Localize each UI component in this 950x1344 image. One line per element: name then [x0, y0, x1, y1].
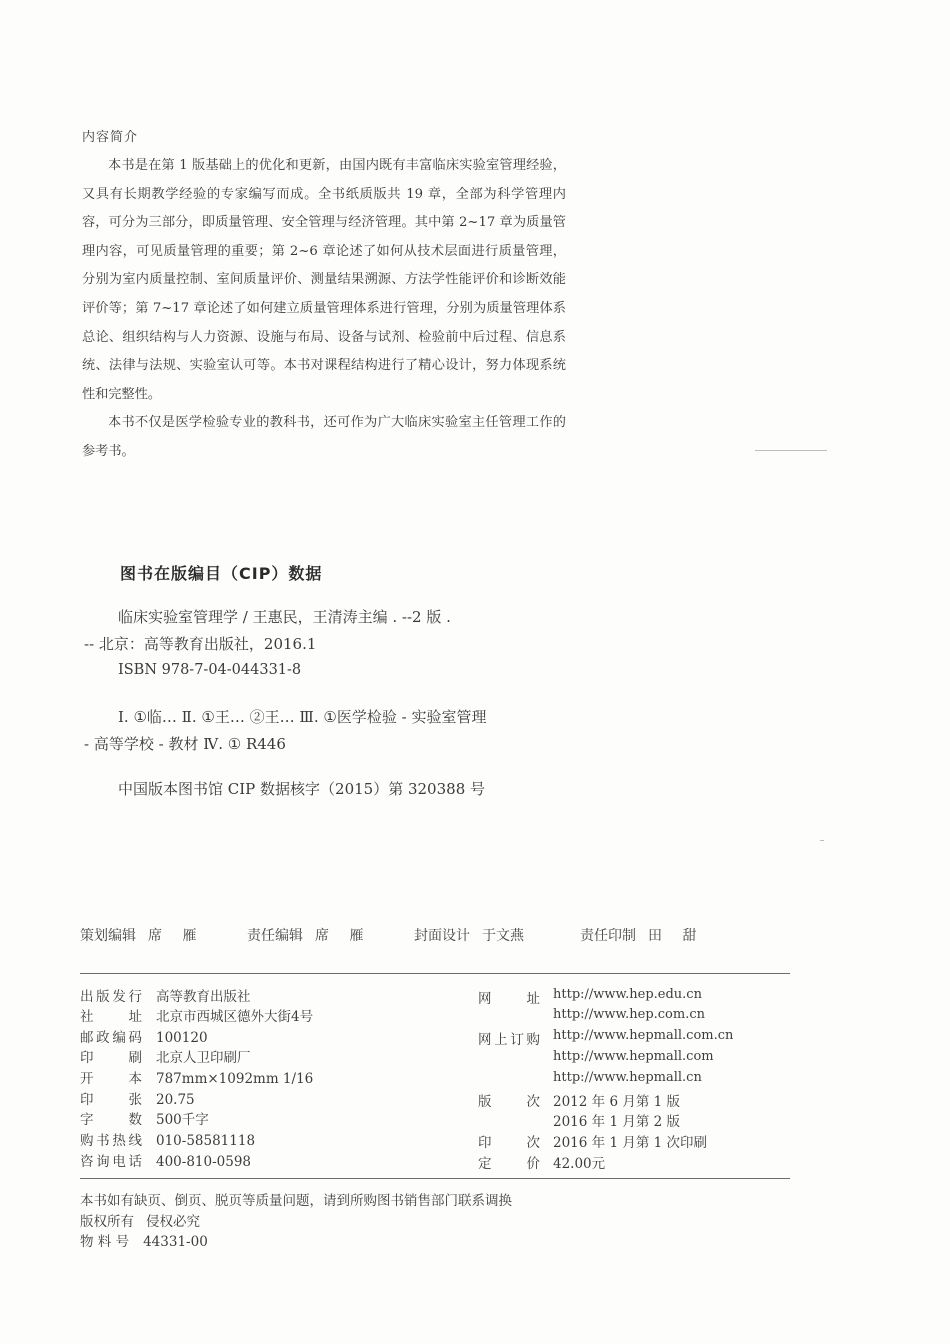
staff-label: 责任编辑	[247, 928, 303, 944]
staff-value: 席 雁	[148, 928, 205, 944]
online-order-url[interactable]: http://www.hepmall.com.cn	[553, 1028, 734, 1043]
divider-top	[80, 973, 790, 974]
intro-title: 内容简介	[82, 130, 139, 145]
website-url[interactable]: http://www.hep.edu.cn	[553, 987, 702, 1002]
cip-title: 图书在版编目（CIP）数据	[120, 564, 323, 583]
info-hotline: 购书热线 010-58581118	[80, 1133, 256, 1149]
staff-planning-editor	[80, 925, 204, 945]
website-url[interactable]: http://www.hep.com.cn	[553, 1007, 705, 1022]
staff-value: 于文燕	[482, 928, 524, 944]
cip-isbn: ISBN 978-7-04-044331-8	[118, 662, 302, 678]
online-order-url[interactable]: http://www.hepmall.cn	[553, 1070, 702, 1085]
staff-cover-design	[414, 925, 524, 945]
cip-class-1: Ⅰ. ①临… Ⅱ. ①王… ②王… Ⅲ. ①医学检验 - 实验室管理	[118, 708, 487, 726]
price-value: 42.00元	[553, 1156, 606, 1172]
item-number: 物 料 号 44331-00	[80, 1234, 208, 1250]
edition-value: 2012 年 6 月第 1 版	[553, 1094, 680, 1110]
intro-paragraph: 本书是在第 1 版基础上的优化和更新，由国内既有丰富临床实验室管理经验，又具有长期教学经验的专家编写而成。全书纸质版共 19 章，全部为科学管理内容，可分为三部分，即质量管理、安全管理与经济管理。其中第 2~17 章为质量管理内容，可见质量管理的重要；第 2~6 章论述了如何从技术层面进行质量管理，分别为室内质量控制、室间质量评价、测量结果溯源、方法学性能评价和诊断效能评价等；第 7~17 章论述了如何建立质量管理体系进行管理，分别为质量管理体系总论、组织结构与人力资源、设施与布局、设备与试剂、检验前中后过程、信息系统、法律与法规、实验室认可等。本书对课程结构进行了精心设计，努力体现系统性和完整性。	[82, 158, 566, 402]
edition-value: 2016 年 1 月第 2 版	[553, 1114, 680, 1130]
cip-class-2: - 高等学校 - 教材 Ⅳ. ① R446	[84, 735, 286, 753]
info-edition-label: 版次	[478, 1094, 540, 1110]
info-postcode: 邮政编码 100120	[80, 1030, 208, 1046]
info-address: 社址 北京市西城区德外大街4号	[80, 1009, 314, 1025]
cip-number: 中国版本图书馆 CIP 数据核字（2015）第 320388 号	[118, 780, 486, 798]
staff-responsible-editor	[247, 925, 371, 945]
quality-notice: 本书如有缺页、倒页、脱页等质量问题，请到所购图书销售部门联系调换	[80, 1193, 512, 1209]
info-online-order-label: 网上订购	[478, 1032, 540, 1048]
scan-mark	[820, 840, 824, 841]
print-run-value: 2016 年 1 月第 1 次印刷	[553, 1135, 707, 1151]
cip-line-1: 临床实验室管理学 / 王惠民，王清涛主编 . --2 版 .	[118, 608, 451, 626]
staff-label: 策划编辑	[80, 928, 136, 944]
intro-body	[82, 152, 566, 467]
scan-mark	[755, 450, 827, 451]
staff-label: 责任印制	[580, 928, 636, 944]
staff-value: 田 甜	[648, 928, 705, 944]
info-price-label: 定价	[478, 1156, 540, 1172]
cip-line-2: -- 北京：高等教育出版社，2016.1	[84, 635, 317, 653]
info-printer: 印刷 北京人卫印刷厂	[80, 1050, 251, 1066]
info-word-count: 字数 500千字	[80, 1112, 209, 1128]
info-consult: 咨询电话 400-810-0598	[80, 1154, 252, 1170]
info-website-label: 网址	[478, 991, 540, 1007]
staff-label: 封面设计	[414, 928, 470, 944]
divider-bottom	[80, 1178, 790, 1179]
info-format: 开本 787mm×1092mm 1/16	[80, 1071, 314, 1087]
staff-value: 席 雁	[315, 928, 372, 944]
info-print-run-label: 印次	[478, 1135, 540, 1151]
info-publisher: 出版发行 高等教育出版社	[80, 989, 251, 1005]
intro-paragraph: 本书不仅是医学检验专业的教科书，还可作为广大临床实验室主任管理工作的参考书。	[82, 415, 566, 459]
online-order-url[interactable]: http://www.hepmall.com	[553, 1049, 714, 1064]
info-sheets: 印张 20.75	[80, 1092, 195, 1108]
staff-print-manager	[580, 925, 704, 945]
copyright: 版权所有 侵权必究	[80, 1214, 200, 1230]
